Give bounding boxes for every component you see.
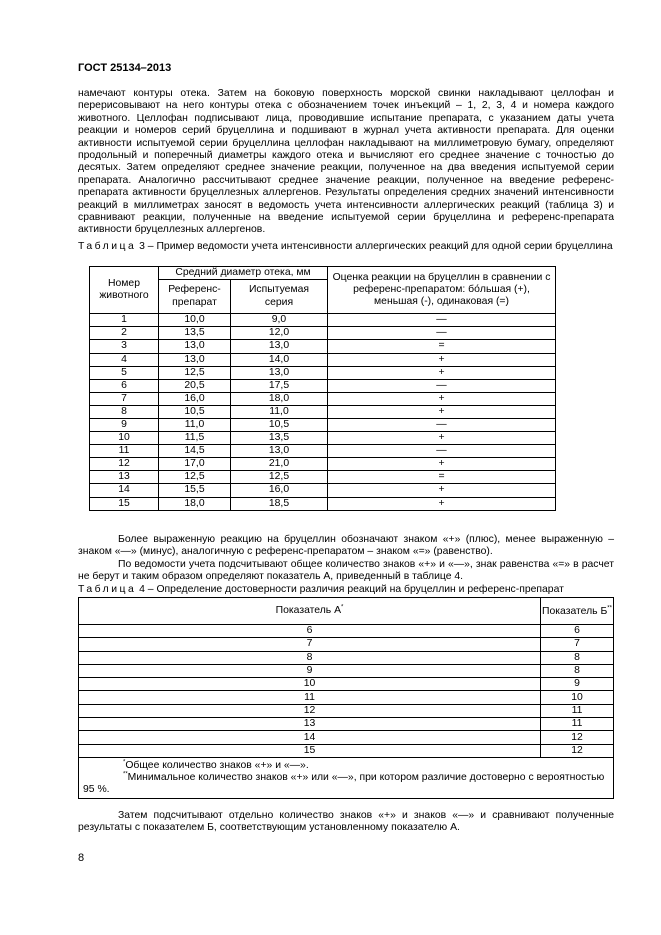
table-row — [79, 744, 614, 757]
paragraph-compare: Затем подсчитывают отдельно количество знаков «+» и знаков «—» и сравнивают полученные результаты с показателем Б, соответствующим установленному показателю А. — [78, 810, 614, 834]
cell-indicator-b: 8 — [541, 651, 614, 664]
cell-test-value: 12,5 — [231, 471, 328, 484]
cell-indicator-b: 10 — [541, 691, 614, 704]
table-row — [90, 418, 556, 431]
table4-note-1 — [83, 760, 609, 772]
cell-evaluation: — — [328, 379, 556, 392]
cell-evaluation: = — [328, 340, 556, 353]
cell-indicator-a: 15 — [79, 744, 541, 757]
note1-text: Общее количество знаков «+» и «—». — [125, 759, 309, 771]
cell-evaluation: — — [328, 314, 556, 327]
cell-reference-value: 11,5 — [159, 432, 231, 445]
cell-animal-number: 11 — [90, 445, 159, 458]
cell-evaluation: + — [328, 458, 556, 471]
cell-animal-number: 4 — [90, 353, 159, 366]
header-reaction-evaluation: Оценка реакции на бруцеллин в сравнении с референс-препаратом: бо́льшая (+), меньшая (-), одинаковая (=) — [328, 267, 556, 314]
table-row — [90, 405, 556, 418]
cell-animal-number: 1 — [90, 314, 159, 327]
cell-evaluation: + — [328, 497, 556, 510]
table4-notes — [79, 757, 614, 798]
cell-animal-number: 15 — [90, 497, 159, 510]
header-test-series: Испытуемая серия — [231, 280, 328, 314]
cell-indicator-a: 10 — [79, 678, 541, 691]
table4-body — [79, 625, 614, 758]
cell-test-value: 9,0 — [231, 314, 328, 327]
cell-evaluation: — — [328, 327, 556, 340]
cell-indicator-b: 12 — [541, 731, 614, 744]
header-indicator-a — [79, 598, 541, 625]
cell-reference-value: 15,5 — [159, 484, 231, 497]
cell-indicator-a: 7 — [79, 638, 541, 651]
cell-evaluation: + — [328, 432, 556, 445]
table-row — [90, 340, 556, 353]
paragraph-signs: Более выраженную реакцию на бруцеллин обозначают знаком «+» (плюс), менее выраженную – знаком «—» (минус), аналогичную с референс-препаратом – знаком «=» (равенство). — [78, 534, 614, 558]
cell-animal-number: 7 — [90, 392, 159, 405]
header-indicator-b — [541, 598, 614, 625]
table4-caption — [78, 584, 616, 596]
cell-evaluation: — — [328, 445, 556, 458]
cell-test-value: 17,5 — [231, 379, 328, 392]
cell-indicator-b: 8 — [541, 664, 614, 677]
cell-animal-number: 14 — [90, 484, 159, 497]
cell-indicator-b: 11 — [541, 704, 614, 717]
note2-text: Минимальное количество знаков «+» или «—», при котором различие достоверно с вероятностью 95 %. — [83, 771, 605, 795]
table-reaction-record — [89, 266, 556, 511]
cell-animal-number: 10 — [90, 432, 159, 445]
table-significance — [78, 597, 614, 799]
cell-reference-value: 12,5 — [159, 471, 231, 484]
cell-reference-value: 12,5 — [159, 366, 231, 379]
table-row — [79, 718, 614, 731]
cell-test-value: 18,0 — [231, 392, 328, 405]
cell-reference-value: 13,0 — [159, 340, 231, 353]
cell-evaluation: — — [328, 418, 556, 431]
cell-animal-number: 9 — [90, 418, 159, 431]
table-row — [90, 392, 556, 405]
cell-indicator-a: 12 — [79, 704, 541, 717]
table4-caption-text: 4 – Определение достоверности различия реакций на бруцеллин и референс-препарат — [136, 584, 564, 595]
table3-caption-text: 3 – Пример ведомости учета интенсивности аллергических реакций для одной серии бруцеллина — [136, 241, 613, 252]
cell-indicator-b: 12 — [541, 744, 614, 757]
table-row — [90, 379, 556, 392]
cell-animal-number: 5 — [90, 366, 159, 379]
cell-test-value: 21,0 — [231, 458, 328, 471]
cell-test-value: 13,0 — [231, 366, 328, 379]
table-row — [90, 497, 556, 510]
cell-reference-value: 10,0 — [159, 314, 231, 327]
cell-test-value: 14,0 — [231, 353, 328, 366]
table-row — [90, 471, 556, 484]
header-mean-diameter: Средний диаметр отека, мм — [159, 267, 328, 280]
cell-animal-number: 8 — [90, 405, 159, 418]
cell-evaluation: + — [328, 484, 556, 497]
table-row — [79, 638, 614, 651]
paragraph-count: По ведомости учета подсчитывают общее количество знаков «+» и «—», знак равенства «=» в расчет не берут и таким образом определяют показатель А, приведенный в таблице 4. — [78, 559, 614, 583]
cell-indicator-a: 13 — [79, 718, 541, 731]
cell-test-value: 12,0 — [231, 327, 328, 340]
cell-reference-value: 20,5 — [159, 379, 231, 392]
cell-reference-value: 11,0 — [159, 418, 231, 431]
table-row — [79, 691, 614, 704]
table-row — [90, 366, 556, 379]
cell-evaluation: + — [328, 405, 556, 418]
header-animal-number: Номер животного — [90, 267, 159, 314]
table-row — [90, 432, 556, 445]
table-row — [79, 704, 614, 717]
cell-indicator-a: 9 — [79, 664, 541, 677]
table-row — [90, 458, 556, 471]
header-indicator-b-text: Показатель Б — [542, 605, 608, 617]
header-reference-preparation: Референс-препарат — [159, 280, 231, 314]
cell-indicator-b: 7 — [541, 638, 614, 651]
table-row — [79, 664, 614, 677]
cell-indicator-a: 11 — [79, 691, 541, 704]
cell-test-value: 13,5 — [231, 432, 328, 445]
table-row — [90, 445, 556, 458]
cell-reference-value: 13,0 — [159, 353, 231, 366]
table-row — [79, 625, 614, 638]
table-row — [79, 731, 614, 744]
cell-evaluation: = — [328, 471, 556, 484]
cell-reference-value: 13,5 — [159, 327, 231, 340]
table-row — [79, 678, 614, 691]
cell-evaluation: + — [328, 392, 556, 405]
table-row — [90, 484, 556, 497]
cell-indicator-a: 14 — [79, 731, 541, 744]
cell-animal-number: 3 — [90, 340, 159, 353]
cell-test-value: 11,0 — [231, 405, 328, 418]
table3-caption — [78, 241, 616, 253]
cell-test-value: 10,5 — [231, 418, 328, 431]
table-row — [79, 651, 614, 664]
table-row — [90, 353, 556, 366]
note1-mark: * — [123, 759, 126, 766]
table4-caption-label: Таблица — [78, 584, 137, 595]
table-row — [90, 314, 556, 327]
cell-test-value: 13,0 — [231, 445, 328, 458]
table4-note-2 — [83, 772, 609, 796]
header-indicator-a-text: Показатель А — [275, 605, 342, 616]
cell-test-value: 13,0 — [231, 340, 328, 353]
cell-reference-value: 16,0 — [159, 392, 231, 405]
table3-caption-label: Таблица — [78, 241, 137, 252]
cell-indicator-b: 11 — [541, 718, 614, 731]
table-row — [90, 327, 556, 340]
cell-indicator-b: 9 — [541, 678, 614, 691]
cell-animal-number: 12 — [90, 458, 159, 471]
cell-test-value: 16,0 — [231, 484, 328, 497]
page-number: 8 — [78, 852, 85, 864]
cell-test-value: 18,5 — [231, 497, 328, 510]
footnote-mark-a: * — [341, 604, 344, 611]
document-id: ГОСТ 25134–2013 — [78, 62, 172, 74]
cell-indicator-b: 6 — [541, 625, 614, 638]
cell-animal-number: 2 — [90, 327, 159, 340]
paragraph-method: намечают контуры отека. Затем на боковую поверхность морской свинки накладывают целлофан и перерисовывают на него контуры отека с обозначением точек инъекций – 1, 2, 3, 4 и номера каждого животного. Целлофан подписывают лица, проводившие испытание препарата, с указанием даты учета реакции и номеров серий бруцеллина и подшивают в журнал учета активности препарата. Для оценки активности испытуемой серии бруцеллина целлофан накладывают на миллиметровую бумагу, определяют продольный и поперечный диаметры каждого отека и вычисляют его среднее значение с точностью до десятых. Затем определяют среднее значение реакции, полученное на два введения испытуемой серии препарата. Аналогично рассчитывают среднее значение реакции, полученное на введение референс-препарата активности бруцеллезных аллергенов. Результаты определения средних значений интенсивности реакций в миллиметрах заносят в ведомость учета интенсивности аллергических реакций (таблица 3) и сравнивают реакции, полученные на введение испытуемой серии бруцеллина и референс-препарата активности бруцеллезных аллергенов. — [78, 88, 614, 236]
cell-indicator-a: 8 — [79, 651, 541, 664]
cell-reference-value: 17,0 — [159, 458, 231, 471]
table3-body — [90, 314, 556, 510]
cell-animal-number: 6 — [90, 379, 159, 392]
cell-indicator-a: 6 — [79, 625, 541, 638]
footnote-mark-b: ** — [607, 605, 612, 612]
cell-reference-value: 14,5 — [159, 445, 231, 458]
note2-mark: ** — [123, 771, 128, 778]
cell-evaluation: + — [328, 353, 556, 366]
cell-animal-number: 13 — [90, 471, 159, 484]
cell-reference-value: 18,0 — [159, 497, 231, 510]
cell-evaluation: + — [328, 366, 556, 379]
cell-reference-value: 10,5 — [159, 405, 231, 418]
